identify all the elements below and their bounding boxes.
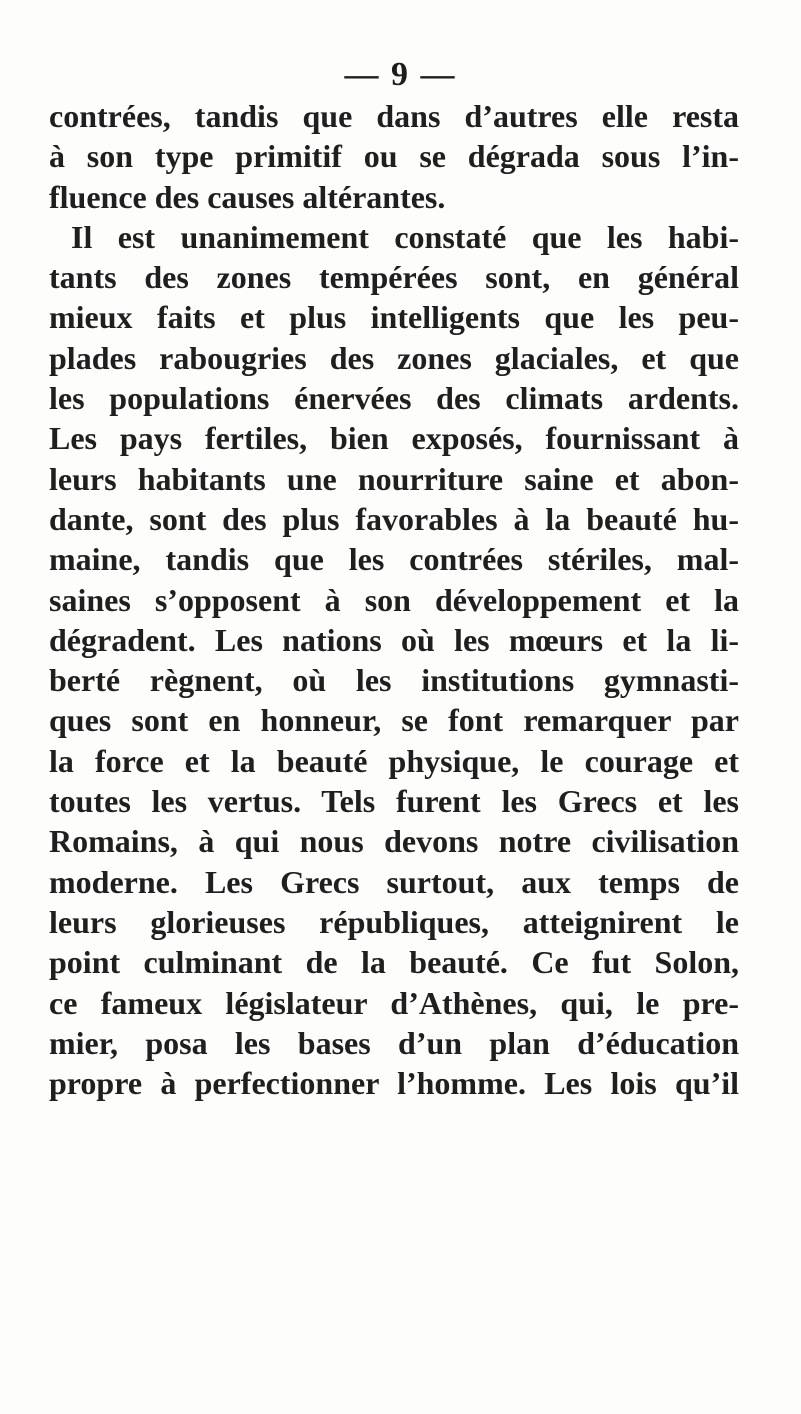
text-line: berté règnent, où les institutions gymnasti- <box>49 662 739 699</box>
text-line: moderne. Les Grecs surtout, aux temps de <box>49 863 739 900</box>
text-line: tants des zones tempérées sont, en général <box>49 259 739 296</box>
text-line: mieux faits et plus intelligents que les peu- <box>49 299 739 336</box>
text-line: mier, posa les bases d’un plan d’éducation <box>49 1024 739 1061</box>
text-line: point culminant de la beauté. Ce fut Solon, <box>49 944 739 981</box>
text-line: leurs glorieuses républiques, atteignirent le <box>49 903 739 940</box>
text-line: maine, tandis que les contrées stériles, mal- <box>49 541 739 578</box>
text-line: ce fameux législateur d’Athènes, qui, le pre- <box>49 984 739 1021</box>
page-number: — 9 — <box>344 56 457 93</box>
text-line: saines s’opposent à son développement et la <box>49 581 739 618</box>
body-text <box>49 96 739 1103</box>
text-line: fluence des causes altérantes. <box>49 178 446 215</box>
text-line: toutes les vertus. Tels furent les Grecs et les <box>49 783 739 820</box>
text-line: propre à perfectionner l’homme. Les lois qu’il <box>49 1065 739 1102</box>
text-line: plades rabougries des zones glaciales, et que <box>49 339 739 376</box>
text-line: Romains, à qui nous devons notre civilisation <box>49 823 739 860</box>
text-line: dégradent. Les nations où les mœurs et la li- <box>49 621 739 658</box>
text-line: dante, sont des plus favorables à la beauté hu- <box>49 500 739 537</box>
text-line: Les pays fertiles, bien exposés, fournissant à <box>49 420 739 457</box>
text-line: à son type primitif ou se dégrada sous l’in- <box>49 138 739 175</box>
text-line: les populations énervées des climats ardents. <box>49 380 739 417</box>
text-line: ques sont en honneur, se font remarquer par <box>49 702 739 739</box>
text-line: la force et la beauté physique, le courage et <box>49 742 739 779</box>
text-line: leurs habitants une nourriture saine et abon- <box>49 460 739 497</box>
text-line: Il est unanimement constaté que les habi- <box>71 218 739 255</box>
text-line: contrées, tandis que dans d’autres elle resta <box>49 98 739 134</box>
